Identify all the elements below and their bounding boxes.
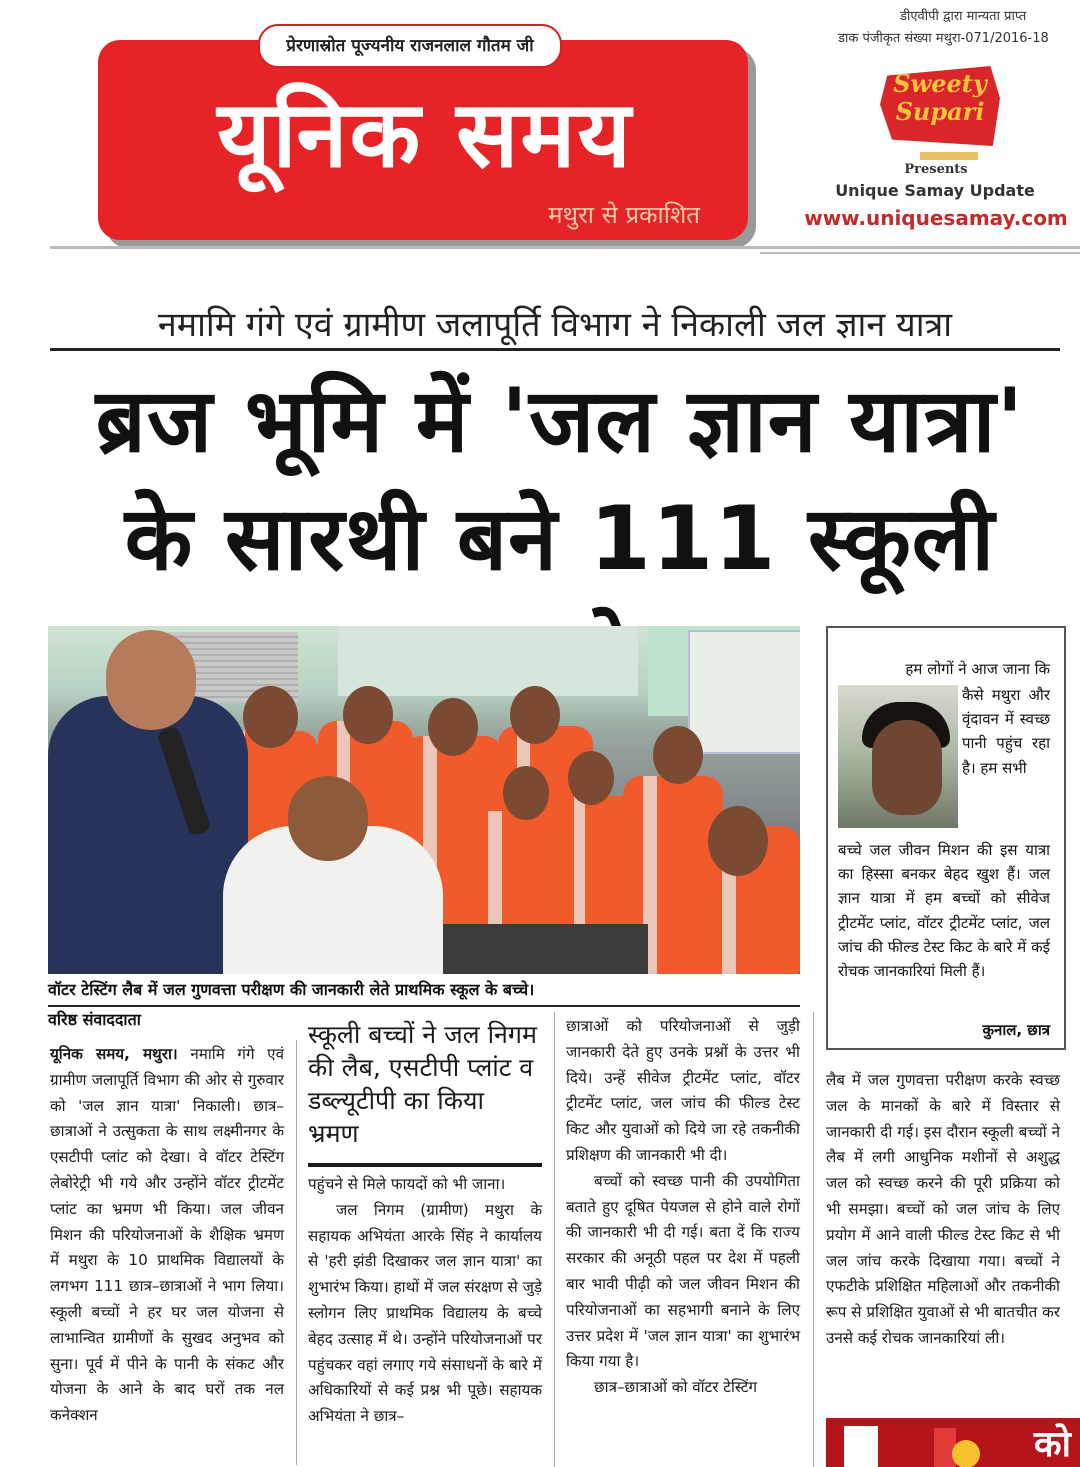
article-column-4 — [826, 1068, 1060, 1352]
quote-text-right: कैसे मथुरा और वृंदावन में स्वच्छ पानी पहुंच रहा है। हम सभी — [962, 686, 1050, 777]
caption-divider — [48, 1005, 800, 1007]
photo-speaker — [48, 696, 248, 974]
photo-speaker-head — [106, 630, 196, 730]
column-divider — [813, 1012, 814, 1467]
registration-line-1: डीएवीपी द्वारा मान्यता प्राप्त — [900, 9, 1027, 24]
photo-student-head — [510, 686, 560, 744]
headline-line-2: के सारथी बने 111 स्कूली — [124, 487, 996, 590]
website-link[interactable]: www.uniquesamay.com — [804, 206, 1068, 230]
photo-student-head — [503, 766, 549, 820]
quote-attribution: कुनाल, छात्र — [982, 1021, 1050, 1039]
advertisement-banner[interactable] — [826, 1418, 1080, 1467]
quote-text-bottom: बच्चे जल जीवन मिशन की इस यात्रा का हिस्सा बनकर बेहद खुश हैं। जल ज्ञान यात्रा में हम बच्चों को सीवेज ट्रीटमेंट प्लांट, वॉटर ट्रीटमेंट प्लांट, जल जांच की फील्ड टेस्ट किट के बारे में कई रोचक जानकारियां मिली हैं। — [838, 841, 1050, 981]
column-4-text: लैब में जल गुणवत्ता परीक्षण करके स्वच्छ जल के मानकों के बारे में विस्तार से जानकारी दी गई। इस दौरान स्कूली बच्चों ने लैब में लगी आधुनिक मशीनों से अशुद्ध जल को स्वच्छ करने की पूरी प्रक्रिया को भी समझा। बच्चों को जल जांच के लिए प्रयोग में आने वाली फील्ड टेस्ट किट से भी जल जांच करके दिखाया गया। बच्चों ने एफटीके प्रशिक्षित महिलाओं और तकनीकी रूप से प्रशिक्षित युवाओं से भी बातचीत कर उनसे कई रोचक जानकारियां ली। — [826, 1071, 1060, 1347]
registration-line-2: डाक पंजीकृत संख्या मथुरा-071/2016-18 — [838, 31, 1049, 46]
kicker-divider — [50, 348, 1060, 351]
photo-student-head — [428, 698, 478, 756]
photo-technician-head — [288, 776, 368, 861]
headline-line-1: ब्रज भूमि में 'जल ज्ञान यात्रा' — [95, 369, 1025, 472]
subheading-divider — [308, 1163, 542, 1167]
sponsor-logo-text: Sweety Supari — [893, 69, 987, 126]
masthead-subtitle: मथुरा से प्रकाशित — [548, 201, 700, 229]
photo-signboard — [688, 630, 800, 754]
ad-white-block — [844, 1426, 878, 1467]
masthead-divider-secondary — [760, 252, 1080, 254]
byline: वरिष्ठ संवाददाता — [48, 1010, 141, 1029]
masthead-tagline: प्रेरणास्रोत पूज्यनीय राजनलाल गौतम जी — [258, 24, 562, 68]
sponsor-presents: Presents — [904, 162, 968, 177]
column-divider — [296, 1040, 297, 1465]
ad-text: को — [1034, 1424, 1071, 1465]
masthead-divider — [50, 246, 1080, 249]
photo-student-head — [568, 751, 614, 805]
article-column-1 — [50, 1042, 284, 1429]
photo-student-head — [243, 686, 298, 748]
dateline: यूनिक समय, मथुरा। — [50, 1045, 178, 1063]
article-column-2 — [308, 1172, 542, 1430]
photo-building — [338, 626, 638, 696]
photo-student-head — [653, 726, 703, 784]
quote-text-top: हम लोगों ने आज जाना कि — [905, 660, 1050, 678]
article-photo — [48, 626, 800, 974]
photo-caption: वॉटर टेस्टिंग लैब में जल गुणवत्ता परीक्षण की जानकारी लेते प्राथमिक स्कूल के बच्चे। — [48, 980, 535, 999]
sponsor-logo-strip — [920, 152, 978, 160]
column-3-para-2: बच्चों को स्वच्छ पानी की उपयोगिता बताते हुए दूषित पेयजल से होने वाले रोगों की जानकारी भी दी गई। बता दें कि राज्य सरकार की अनूठी पहल पर देश में पहली बार भावी पीढ़ी को जल जीवन मिशन की परियोजनाओं का सहभागी बनाने के लिए उत्तर प्रदेश में 'जल ज्ञान यात्रा' का शुभारंभ किया गया है। — [566, 1171, 800, 1371]
photo-student-head — [343, 686, 393, 744]
update-label: Unique Samay Update — [835, 181, 1035, 200]
article-subheading: स्कूली बच्चों ने जल निगम की लैब, एसटीपी प्लांट व डब्ल्यूटीपी का किया भ्रमण — [308, 1020, 537, 1148]
photo-student-head — [708, 806, 768, 876]
column-1-text: नमामि गंगे एवं ग्रामीण जलापूर्ति विभाग की ओर से गुरुवार को 'जल ज्ञान यात्रा' निकाली। छात्र–छात्राओं ने उत्सुकता के साथ लक्ष्मीनगर के एसटीपी प्लांट को देखा। वे वॉटर टेस्टिंग लेबोरेट्री भी गये और उन्होंने वॉटर ट्रीटमेंट प्लांट का भ्रमण भी किया। जल जीवन मिशन की परियोजनाओं के शैक्षिक भ्रमण में मथुरा के 10 प्राथमिक विद्यालयों के लगभग 111 छात्र–छात्राओं ने भाग लिया। स्कूली बच्चों ने हर घर जल योजना से लाभान्वित ग्रामीणों के सुखद अनुभव को सुना। पूर्व में पीने के पानी के संकट और योजना के आने के बाद घरों तक नल कनेक्शन — [50, 1045, 285, 1425]
column-2-para-2: जल निगम (ग्रामीण) मथुरा के सहायक अभियंता आरके सिंह ने कार्यालय से 'हरी झंडी दिखाकर जल ज्ञान यात्रा' का शुभारंभ किया। हाथों में जल संरक्षण से जुड़े स्लोगन लिए प्राथमिक विद्यालय के बच्चे बेहद उत्साह में थे। उन्होंने परियोजनाओं पर पहुंचकर वहां लगाए गये संसाधनों के बारे में अधिकारियों से कई प्रश्न भी पूछे। सहायक अभियंता ने छात्र– — [308, 1200, 543, 1426]
column-3-para-1: छात्राओं को परियोजनाओं से जुड़ी जानकारी देते हुए उनके प्रश्नों के उत्तर भी दिये। उन्हें सीवेज ट्रीटमेंट प्लांट, वॉटर ट्रीटमेंट प्लांट, जल जांच की फील्ड टेस्ट किट और युवाओं को दिये जा रहे तकनीकी प्रशिक्षण की जानकारी भी दी। — [566, 1017, 800, 1164]
newspaper-title: यूनिक समय — [217, 81, 633, 188]
student-photo-face — [872, 720, 942, 815]
article-column-3 — [566, 1014, 800, 1401]
column-3-para-3: छात्र–छात्राओं को वॉटर टेस्टिंग — [594, 1378, 758, 1397]
column-2-para-1: पहुंचने से मिले फायदों को भी जाना। — [308, 1175, 506, 1193]
ad-logo-dot — [952, 1440, 980, 1467]
article-kicker: नमामि गंगे एवं ग्रामीण जलापूर्ति विभाग ने निकाली जल ज्ञान यात्रा — [157, 305, 953, 345]
column-divider — [554, 1012, 555, 1467]
